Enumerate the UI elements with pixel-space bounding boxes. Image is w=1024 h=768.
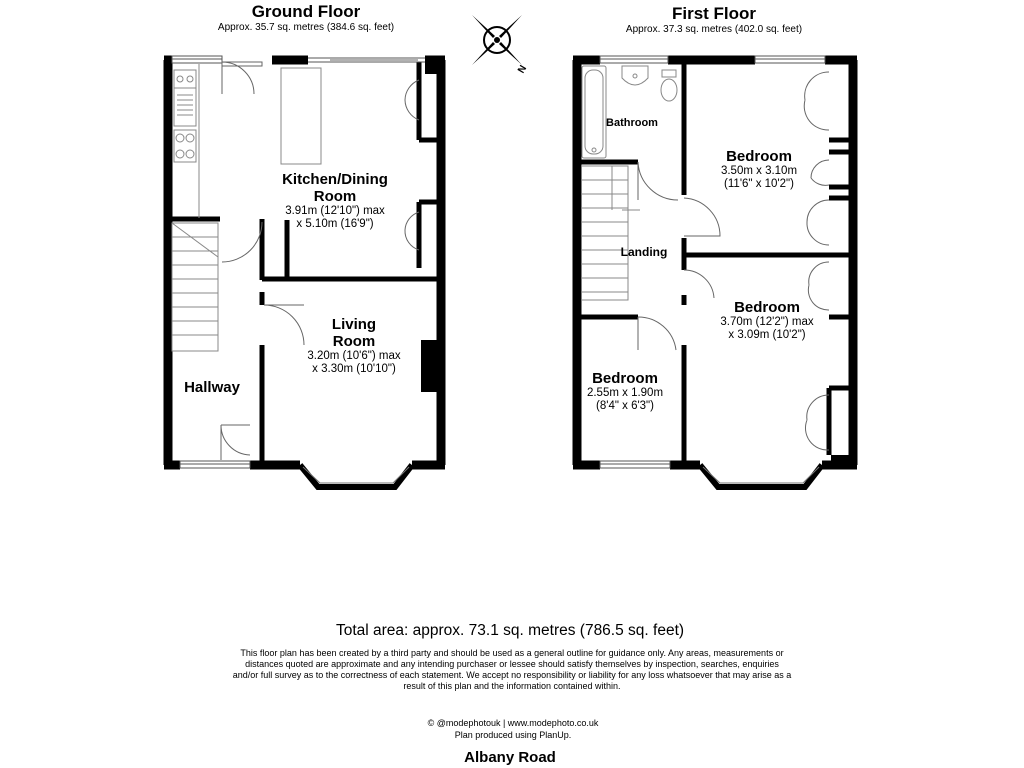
room-living	[307, 316, 400, 376]
compass-rose	[472, 15, 522, 65]
first-floor-area: Approx. 37.3 sq. metres (402.0 sq. feet)	[625, 24, 803, 35]
credit-line-1: © @modephotouk | www.modephoto.co.uk	[427, 718, 599, 728]
credit-line-2: Plan produced using PlanUp.	[454, 730, 572, 740]
room-dimension: 3.50m x 3.10m	[720, 165, 798, 177]
room-bedroom-1	[721, 148, 797, 191]
room-dimension: (11'6" x 10'2")	[724, 178, 794, 190]
room-dimension: 3.91m (12'10") max	[285, 205, 385, 217]
compass-north-label: N	[516, 63, 530, 76]
ground-floor-area: Approx. 35.7 sq. metres (384.6 sq. feet)	[217, 22, 395, 33]
ground-floor-walls	[164, 60, 445, 465]
room-kitchen-dining	[282, 171, 388, 231]
room-name-line: Bedroom	[734, 299, 800, 316]
room-bathroom: Bathroom	[606, 117, 658, 129]
room-dimension: x 5.10m (16'9")	[296, 218, 374, 230]
room-dimension: 2.55m x 1.90m	[586, 387, 664, 399]
ground-floor-title: Ground Floor	[251, 2, 361, 21]
total-area: Total area: approx. 73.1 sq. metres (786.5 sq. feet)	[335, 622, 685, 639]
bathroom-fittings	[582, 66, 677, 158]
disclaimer-text: This floor plan has been created by a third party and should be used as a general outline for guidance only. Any areas, measurements or distances quoted are approximate and any intending purchaser or lessee should satisfy themselves by inspection, searches, enquiries and/or full survey as to the correctness of each statement. We accept no responsibility or liability for any loss whatsoever that may arise as a result of this plan and the information contained within.	[232, 648, 792, 691]
room-name-line: Living	[331, 316, 377, 333]
room-name-line: Kitchen/Dining	[282, 171, 388, 188]
room-dimension: x 3.30m (10'10")	[312, 363, 396, 375]
chimney-breast	[421, 340, 439, 392]
room-bedroom-2	[720, 299, 813, 342]
road-name: Albany Road	[464, 749, 556, 766]
room-name-line: Bedroom	[592, 370, 658, 387]
room-dimension: x 3.09m (10'2")	[728, 329, 806, 341]
room-name-line: Bedroom	[726, 148, 792, 165]
room-dimension: 3.70m (12'2") max	[720, 316, 814, 328]
first-floor-title: First Floor	[671, 4, 757, 23]
room-hallway: Hallway	[184, 379, 240, 396]
ground-floor-partitions	[168, 62, 441, 465]
room-name-line: Room	[332, 333, 376, 350]
room-name-line: Room	[313, 188, 357, 205]
room-landing: Landing	[620, 245, 668, 259]
room-bedroom-3	[587, 370, 663, 413]
room-dimension: (8'4" x 6'3")	[596, 400, 654, 412]
first-stairs	[582, 166, 640, 300]
room-dimension: 3.20m (10'6") max	[307, 350, 401, 362]
ground-stairs	[172, 223, 218, 351]
